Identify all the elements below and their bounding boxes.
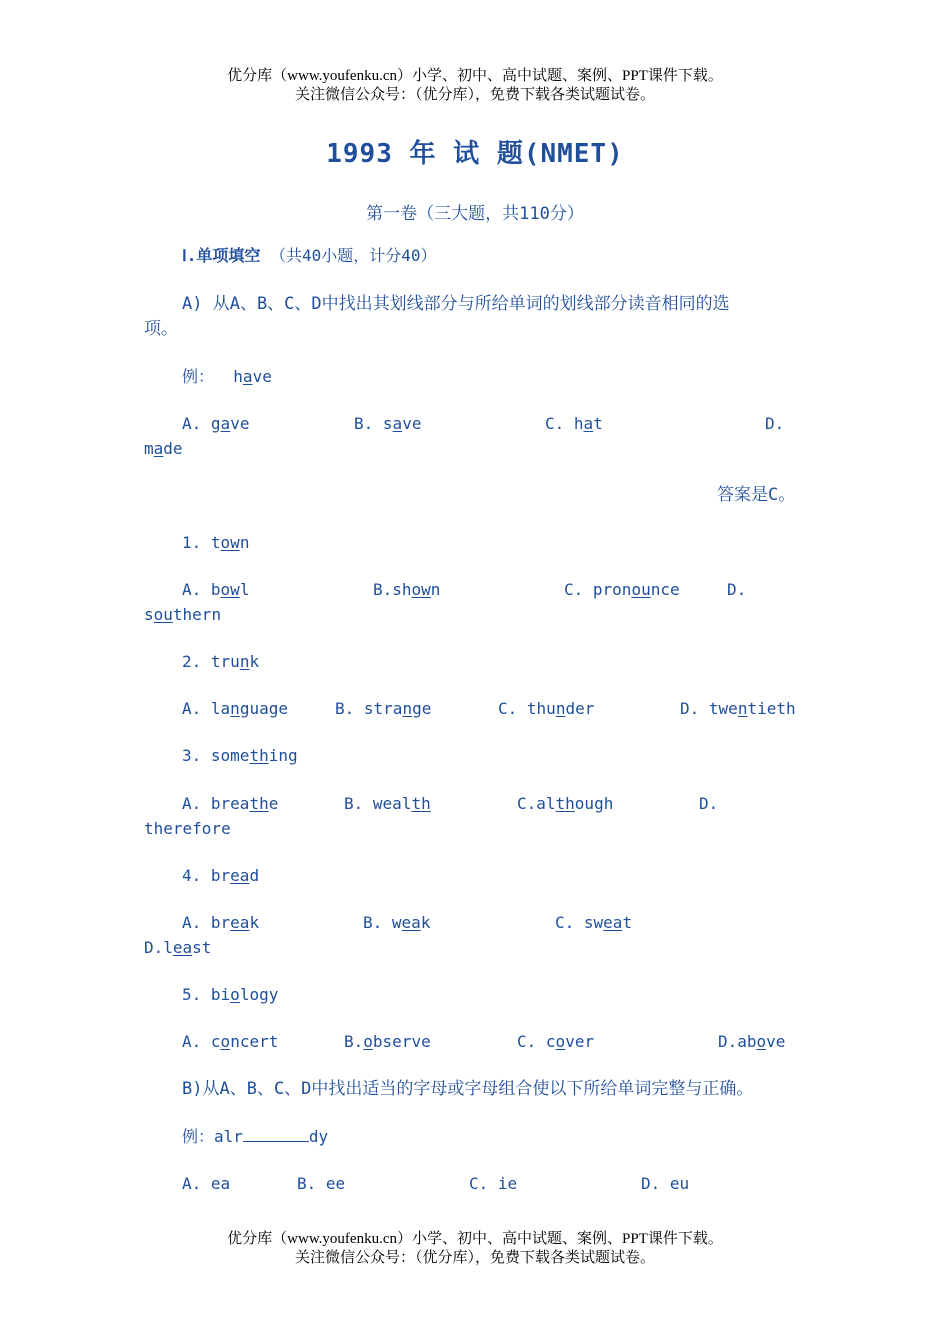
q5-option-b: B.observe <box>344 1032 431 1051</box>
q3-option-c: C.although <box>517 794 614 813</box>
q4-option-a: A. break <box>182 913 260 932</box>
q1-option-b: B.shown <box>373 580 441 599</box>
section-heading <box>182 245 437 267</box>
header-line-1: 优分库（www.youfenku.cn）小学、初中、高中试题、案例、PPT课件下载。 <box>227 68 723 84</box>
page-title: 1993 年 试 题(NMET) <box>326 139 624 169</box>
part-b-instruction: B)从A、B、C、D中找出适当的字母或字母组合使以下所给单词完整与正确。 <box>182 1079 754 1099</box>
part-b-option-b: B. ee <box>297 1174 346 1193</box>
example-option-d-label: D. <box>765 414 785 433</box>
part-b-option-a: A. ea <box>182 1174 231 1193</box>
question-5: 5. biology <box>182 985 279 1004</box>
question-4: 4. bread <box>182 866 260 885</box>
example-answer: 答案是C。 <box>717 485 796 505</box>
q2-option-b: B. strange <box>335 699 432 718</box>
q2-option-a: A. language <box>182 699 288 718</box>
q5-option-a: A. concert <box>182 1032 279 1051</box>
question-3: 3. something <box>182 746 298 765</box>
example-option-c: C. hat <box>545 414 603 433</box>
part-b-example: 例：alr dy <box>182 1127 329 1146</box>
example-option-a: A. gave <box>182 414 250 433</box>
part-b-option-c: C. ie <box>469 1174 518 1193</box>
question-2: 2. trunk <box>182 652 260 671</box>
example-word <box>182 366 272 388</box>
example-option-d: made <box>144 439 183 458</box>
q1-option-a: A. bowl <box>182 580 250 599</box>
q4-option-c: C. sweat <box>555 913 633 932</box>
q1-option-d-label: D. <box>727 580 747 599</box>
q5-option-c: C. cover <box>517 1032 595 1051</box>
q3-option-d-label: D. <box>699 794 719 813</box>
fill-blank <box>243 1127 309 1142</box>
example-text: have <box>233 367 272 386</box>
section-heading-note: （共40小题，计分40） <box>270 246 437 265</box>
q4-option-b: B. weak <box>363 913 431 932</box>
q2-option-d: D. twentieth <box>680 699 796 718</box>
example-label: 例： <box>182 367 215 386</box>
header-line-2: 关注微信公众号：（优分库），免费下载各类试题试卷。 <box>294 87 655 103</box>
q5-option-d: D.above <box>718 1032 786 1051</box>
paper-subtitle: 第一卷（三大题，共110分） <box>366 204 584 224</box>
question-1: 1. town <box>182 533 250 552</box>
part-b-option-d: D. eu <box>641 1174 690 1193</box>
part-a-instruction-cont: 项。 <box>144 319 178 339</box>
q4-option-d: D.least <box>144 938 212 957</box>
part-a-instruction: A) 从A、B、C、D中找出其划线部分与所给单词的划线部分读音相同的选 <box>182 294 730 314</box>
footer-line-1: 优分库（www.youfenku.cn）小学、初中、高中试题、案例、PPT课件下载。 <box>227 1231 723 1247</box>
q2-option-c: C. thunder <box>498 699 595 718</box>
q3-option-b: B. wealth <box>344 794 431 813</box>
q1-option-d: southern <box>144 605 222 624</box>
q1-option-c: C. pronounce <box>564 580 680 599</box>
q3-option-d: therefore <box>144 819 231 838</box>
section-heading-title: Ⅰ.单项填空 <box>182 246 261 265</box>
q3-option-a: A. breathe <box>182 794 279 813</box>
footer-line-2: 关注微信公众号：（优分库），免费下载各类试题试卷。 <box>294 1250 655 1266</box>
example-option-b: B. save <box>354 414 422 433</box>
